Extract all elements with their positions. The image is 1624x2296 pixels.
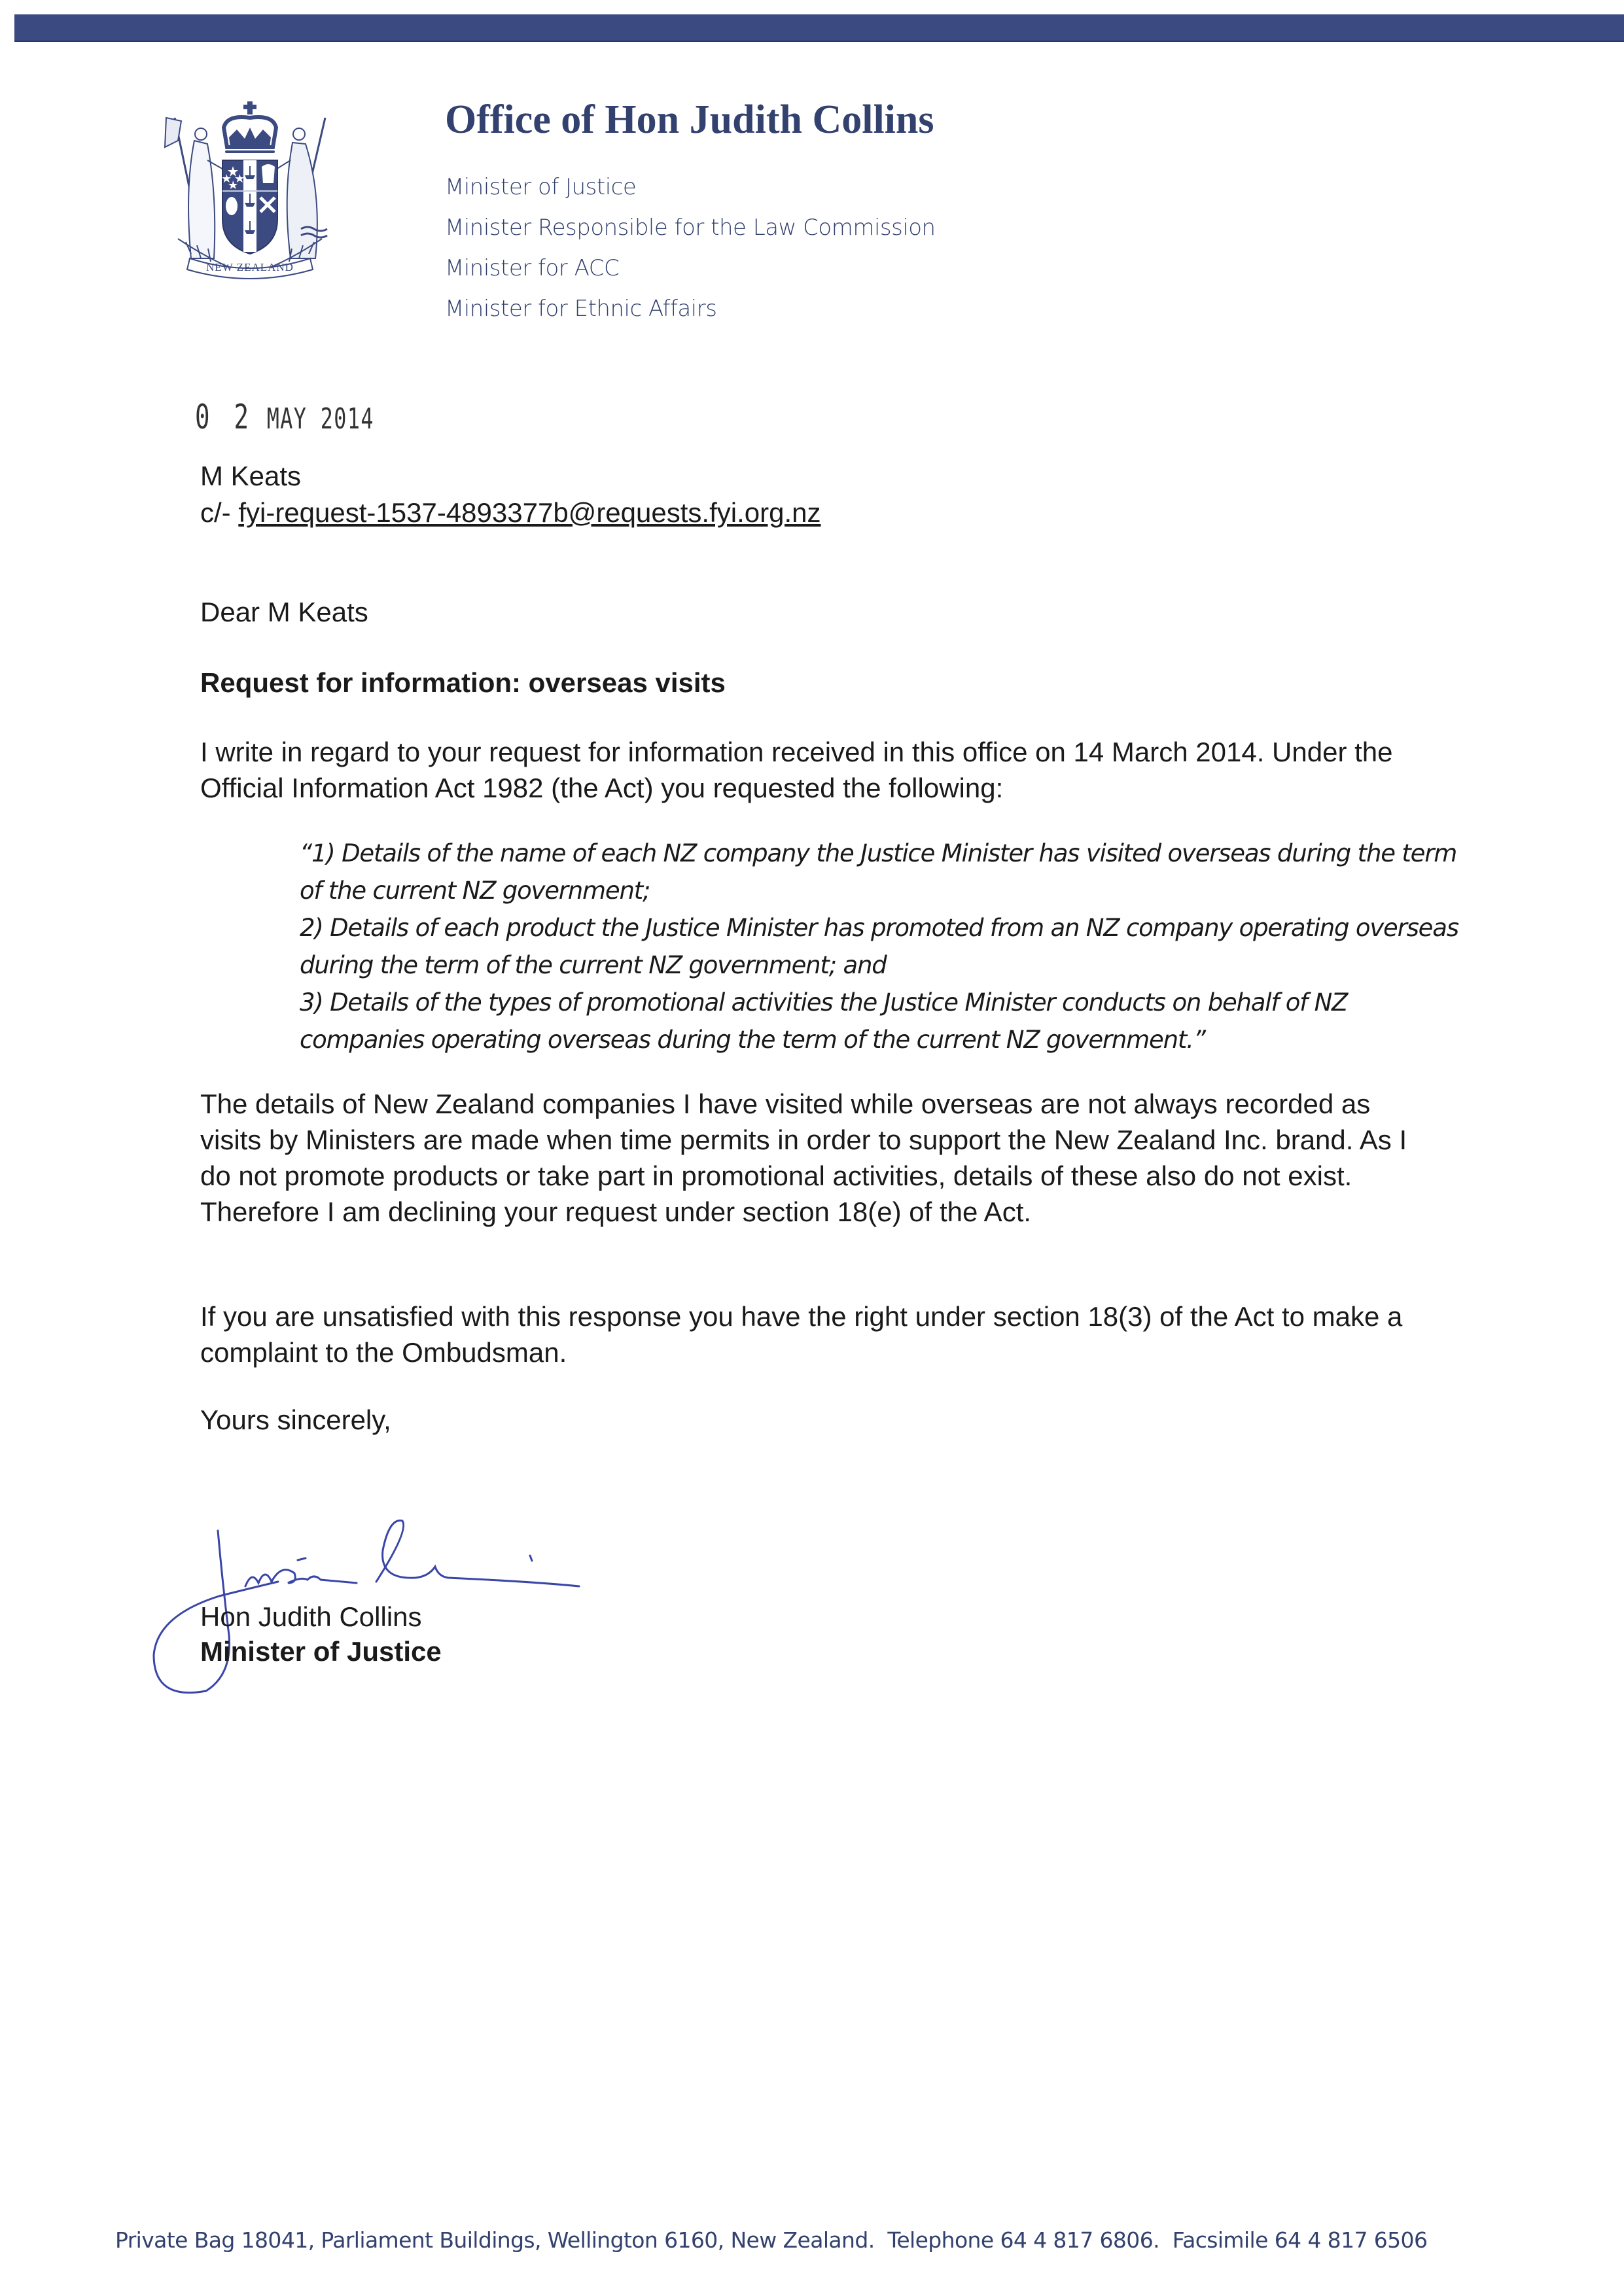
coat-of-arms-icon (152, 98, 348, 285)
footer-address: Private Bag 18041, Parliament Buildings, Wellington 6160, New Zealand. Telephone 64 4 817 6806. Facsimile 64 4 817 6506 (115, 2227, 1428, 2253)
date-stamp (195, 398, 374, 437)
date-stamp-day: 0 2 (195, 398, 254, 437)
crest-banner-text: NEW ZEALAND (206, 261, 294, 273)
role-line: Minister Responsible for the Law Commission (445, 215, 936, 241)
role-line: Minister of Justice (445, 174, 637, 200)
role-line: Minister for Ethnic Affairs (445, 296, 717, 322)
date-stamp-month-year: MAY 2014 (266, 402, 374, 436)
paragraph-response: The details of New Zealand companies I have visited while overseas are not always recorded as visits by Ministers are made when time permits in order to support the New Zealand Inc. brand. As I do not promote products or take part in promotional activities, details of these also do not exist. Therefore I am declining your request under section 18(e) of the Act. (200, 1088, 1407, 1227)
recipient-name: M Keats (200, 461, 302, 491)
recipient-address (200, 458, 821, 531)
recipient-email-link[interactable]: fyi-request-1537-4893377b@requests.fyi.org.nz (238, 497, 821, 528)
signatory-name: Hon Judith Collins (200, 1601, 422, 1632)
role-line: Minister for ACC (445, 255, 620, 281)
quoted-item: 2) Details of each product the Justice Minister has promoted from an NZ company operating overseas during the term of the current NZ government; and (300, 914, 1458, 979)
quoted-request (300, 835, 1477, 1058)
salutation: Dear M Keats (200, 597, 368, 627)
quoted-item: 3) Details of the types of promotional activities the Justice Minister conducts on behalf of NZ companies operating overseas during the term of the current NZ government.” (300, 988, 1348, 1054)
paragraph-intro: I write in regard to your request for information received in this office on 14 March 2014. Under the Official Information Act 1982 (the Act) you requested the following: (200, 737, 1393, 803)
closing: Yours sincerely, (200, 1404, 391, 1435)
subject-line: Request for information: overseas visits (200, 667, 726, 698)
minister-roles (445, 167, 936, 329)
office-title: Office of Hon Judith Collins (445, 97, 934, 142)
quoted-item: “1) Details of the name of each NZ company the Justice Minister has visited overseas during the term of the current NZ government; (300, 839, 1457, 905)
paragraph-ombudsman: If you are unsatisfied with this response you have the right under section 18(3) of the Act to make a complaint to the Ombudsman. (200, 1301, 1403, 1368)
care-of-prefix: c/- (200, 497, 231, 528)
signatory-title: Minister of Justice (200, 1636, 442, 1667)
letterhead-top-bar (14, 14, 1624, 41)
